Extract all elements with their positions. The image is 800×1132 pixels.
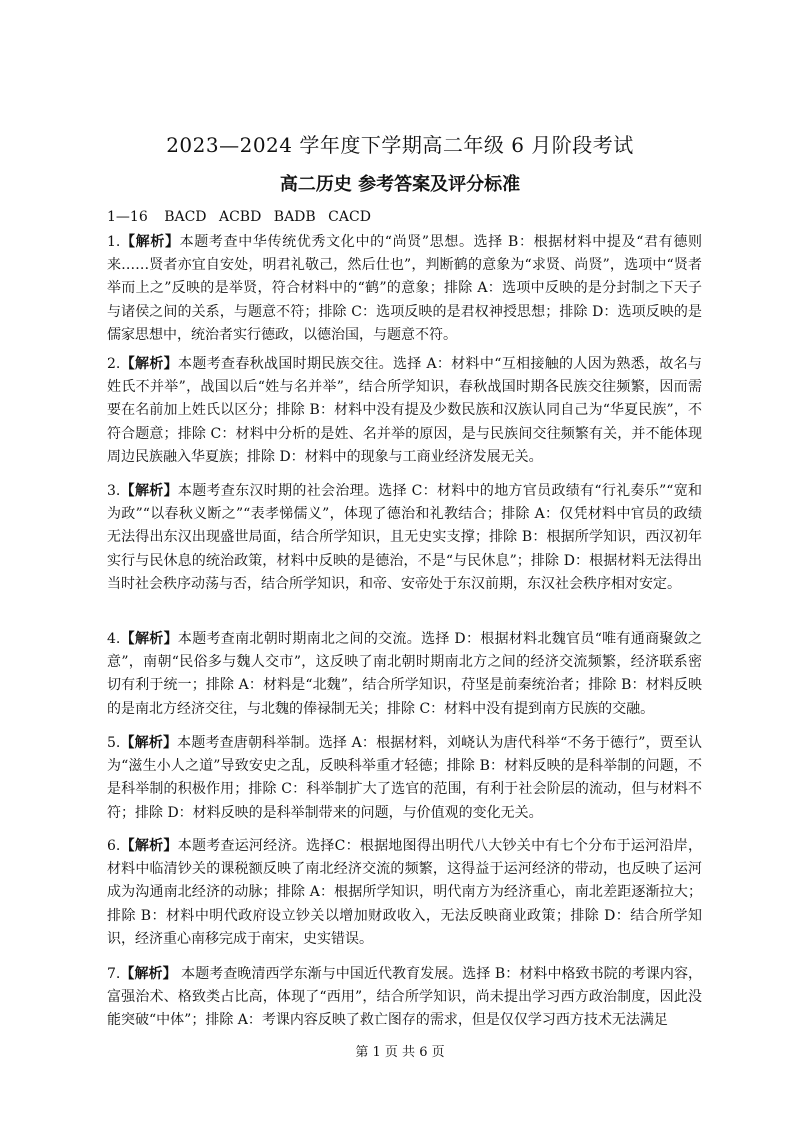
analysis-item-4 [107,628,702,721]
analysis-item-3 [107,480,702,596]
item-text: 本题考查晚清西学东渐与中国近代教育发展。选择 B：材料中格致书院的考课内容，富强治术、格致类占比高，体现了“西用”，结合所学知识，尚未提出学习西方政治制度，因此没能突破“中体”；排除 A：考课内容反映了救亡图存的需求，但是仅仅学习西方技术无法满足 [107,966,703,1029]
item-tag: 【解析】 [120,234,180,250]
answer-key-group: BACD [164,209,207,225]
page-footer: 第 1 页 共 6 页 [355,1045,445,1060]
page-title: 2023—2024 学年度下学期高二年级 6 月阶段考试 [166,133,634,157]
item-tag: 【解析】 [120,483,178,499]
item-number: 2. [107,356,121,372]
item-text: 本题考查唐朝科举制。选择 A：根据材料，刘峣认为唐代科举“不务于德行”，贾至认为“滋生小人之道”导致安史之乱，反映科举重才轻德；排除 B：材料反映的是科举制的问题，不是科举制的积极作用；排除 C：科举制扩大了选官的范围，有利于社会阶层的流动，但与材料不符；排除 D：材料反映的是科举制带来的问题，与价值观的变化无关。 [107,735,703,821]
item-text: 本题考查春秋战国时期民族交往。选择 A：材料中“互相接触的人因为熟悉，故名与姓氏不并举”，战国以后“姓与名并举”，结合所学知识，春秋战国时期各民族交往频繁，因而需要在名前加上姓氏以区分；排除 B：材料中没有提及少数民族和汉族认同自己为“华夏民族”，不符合题意；排除 C：材料中分析的是姓、名并举的原因，是与民族间交往频繁有关，并不能体现周边民族融入华夏族；排除 D：材料中的现象与工商业经济发展无关。 [107,356,703,465]
answer-key-range: 1—16 [107,209,148,225]
item-text: 本题考查中华传统优秀文化中的“尚贤”思想。选择 B：根据材料中提及“君有德则来……贤者亦宜自安处，明君礼敬己，然后仕也”，判断鹤的意象为“求贤、尚贤”，选项中“贤者举而上之”反映的是举贤，符合材料中的“鹤”的意象；排除 A：选项中反映的是分封制之下天子与诸侯之间的关系，与题意不符；排除 C：选项反映的是君权神授思想；排除 D：选项反映的是儒家思想中，统治者实行德政，以德治国，与题意不符。 [107,234,702,343]
answer-key-group: CACD [328,209,371,225]
answer-key-line [107,207,379,227]
item-number: 3. [107,483,121,499]
item-tag: 【解析】 [120,838,178,854]
analysis-item-7 [107,963,702,1033]
answer-key-group: ACBD [218,209,262,225]
analysis-item-6 [107,835,702,951]
item-tag: 【解析】 [120,356,179,372]
item-tag: 【解析】 [120,631,178,647]
analysis-item-2 [107,353,702,469]
item-text: 本题考查南北朝时期南北之间的交流。选择 D：根据材料北魏官员“唯有通商聚敛之意”，南朝“民俗多与魏人交市”，这反映了南北朝时期南北方之间的经济交流频繁，经济联系密切有利于统一；排除 A：材料是“北魏”，结合所学知识，苻坚是前秦统治者；排除 B：材料反映的是南北方经济交往，与北魏的俸禄制无关；排除 C：材料中没有提到南方民族的交融。 [107,631,702,717]
item-tag: 【解析】 [120,966,177,982]
item-text: 本题考查东汉时期的社会治理。选择 C：材料中的地方官员政绩有“行礼奏乐”“宽和为政”“以春秋义断之”“表孝悌儒义”，体现了德治和礼教结合；排除 A：仅凭材料中官员的政绩无法得出东汉出现盛世局面，结合所学知识，且无史实支撑；排除 B：根据所学知识，西汉初年实行与民休息的统治政策，材料中反映的是德治，不是“与民休息”；排除 D：根据材料无法得出当时社会秩序动荡与否，结合所学知识，和帝、安帝处于东汉前期，东汉社会秩序相对安定。 [107,483,703,592]
item-number: 4. [107,631,121,647]
item-number: 7. [107,966,121,982]
analysis-item-1 [107,231,702,347]
item-number: 6. [107,838,121,854]
answer-key-group: BADB [273,209,316,225]
item-number: 1. [107,234,121,250]
page-subtitle: 高二历史 参考答案及评分标准 [279,174,521,195]
item-tag: 【解析】 [120,735,178,751]
item-text: 本题考查运河经济。选择C：根据地图得出明代八大钞关中有七个分布于运河沿岸，材料中临清钞关的课税额反映了南北经济交流的频繁，这得益于运河经济的带动，也反映了运河成为沟通南北经济的动脉；排除 A：根据所学知识，明代南方为经济重心，南北差距逐渐拉大；排除 B：材料中明代政府设立钞关以增加财政收入，无法反映商业政策；排除 D：结合所学知识，经济重心南移完成于南宋，史实错误。 [107,838,703,947]
analysis-item-5 [107,732,702,825]
item-number: 5. [107,735,121,751]
